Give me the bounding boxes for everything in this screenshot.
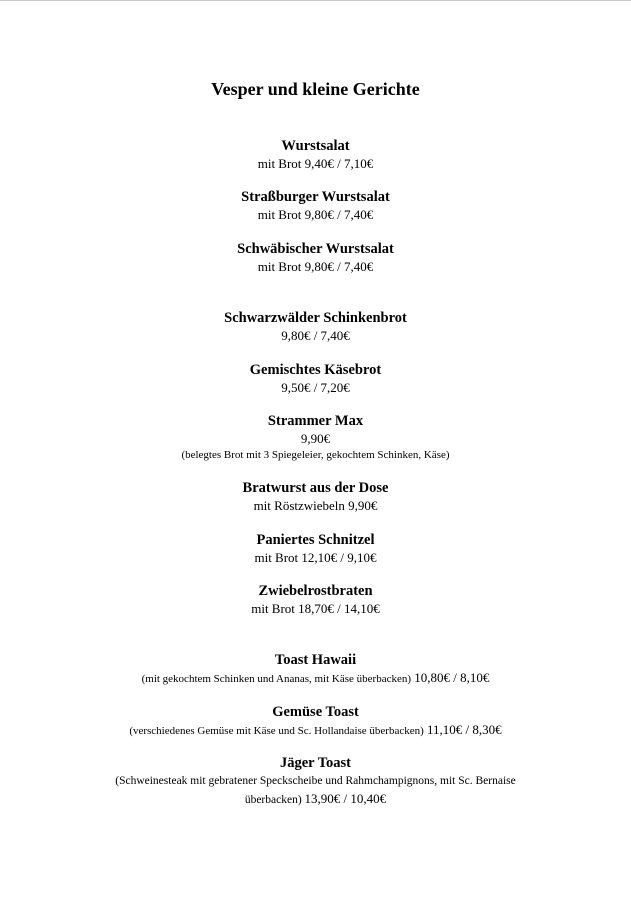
menu-item-name: Toast Hawaii xyxy=(274,652,357,668)
menu-item-price-line: mit Brot 9,80€ / 7,40€ xyxy=(257,259,374,274)
menu-item-price-line: mit Brot 12,10€ / 9,10€ xyxy=(254,550,377,565)
menu-item-jaeger-toast xyxy=(60,754,571,809)
menu-item-price-line: mit Brot 18,70€ / 14,10€ xyxy=(251,601,380,616)
menu-item-name: Wurstsalat xyxy=(281,138,350,154)
menu-item-name: Jäger Toast xyxy=(279,755,352,771)
menu-item-strammer-max xyxy=(60,412,571,464)
menu-item-name: Zwiebelrostbraten xyxy=(258,583,373,599)
menu-item-gemuese-toast xyxy=(60,703,571,740)
menu-item-description xyxy=(60,772,571,809)
menu-item-name: Schwarzwälder Schinkenbrot xyxy=(224,310,407,326)
menu-item-name: Strammer Max xyxy=(267,413,364,429)
menu-item-description-line-2 xyxy=(60,790,571,809)
menu-item-name: Bratwurst aus der Dose xyxy=(242,480,389,496)
menu-item-strassburger-wurstsalat xyxy=(60,188,571,223)
menu-item-name: Straßburger Wurstsalat xyxy=(241,189,390,205)
menu-item-price: 13,90€ / 10,40€ xyxy=(304,791,387,806)
menu-item-name: Gemischtes Käsebrot xyxy=(249,362,382,378)
menu-item-price-line: 9,80€ / 7,40€ xyxy=(281,328,350,343)
menu-item-zwiebelrostbraten xyxy=(60,582,571,617)
menu-item-price-line xyxy=(60,721,571,740)
menu-item-price-line: mit Röstzwiebeln 9,90€ xyxy=(253,498,378,513)
menu-item-bratwurst-aus-der-dose xyxy=(60,479,571,514)
menu-item-price: 10,80€ / 8,10€ xyxy=(414,670,490,685)
menu-item-name: Paniertes Schnitzel xyxy=(256,532,375,548)
menu-item-schwarzwaelder-schinkenbrot xyxy=(60,309,571,344)
page-title: Vesper und kleine Gerichte xyxy=(211,79,420,99)
menu-item-description: (verschiedenes Gemüse mit Käse und Sc. Hollandaise überbacken) xyxy=(129,725,424,737)
menu-item-schwaebischer-wurstsalat xyxy=(60,240,571,275)
menu-item-price: 11,10€ / 8,30€ xyxy=(427,722,502,737)
menu-item-gemischtes-kaesebrot xyxy=(60,361,571,396)
menu-item-description: (belegtes Brot mit 3 Spiegeleier, gekochtem Schinken, Käse) xyxy=(181,449,450,461)
menu-item-toast-hawaii xyxy=(60,651,571,688)
menu-item-price-line: mit Brot 9,80€ / 7,40€ xyxy=(257,207,374,222)
menu-item-description: (mit gekochtem Schinken und Ananas, mit Käse überbacken) xyxy=(141,673,412,685)
menu-item-description-end: überbacken) xyxy=(244,794,302,806)
menu-item-name: Gemüse Toast xyxy=(272,704,359,720)
menu-item-price-line: 9,90€ xyxy=(300,431,331,446)
menu-item-price-line xyxy=(60,669,571,688)
menu-item-name: Schwäbischer Wurstsalat xyxy=(237,241,394,257)
menu-item-price-line: 9,50€ / 7,20€ xyxy=(281,380,350,395)
menu-item-paniertes-schnitzel xyxy=(60,531,571,566)
menu-item-price-line: mit Brot 9,40€ / 7,10€ xyxy=(257,156,374,171)
menu-item-description-line-1: (Schweinesteak mit gebratener Speckscheibe und Rahmchampignons, mit Sc. Bernaise xyxy=(115,775,516,787)
menu-item-wurstsalat xyxy=(60,137,571,172)
